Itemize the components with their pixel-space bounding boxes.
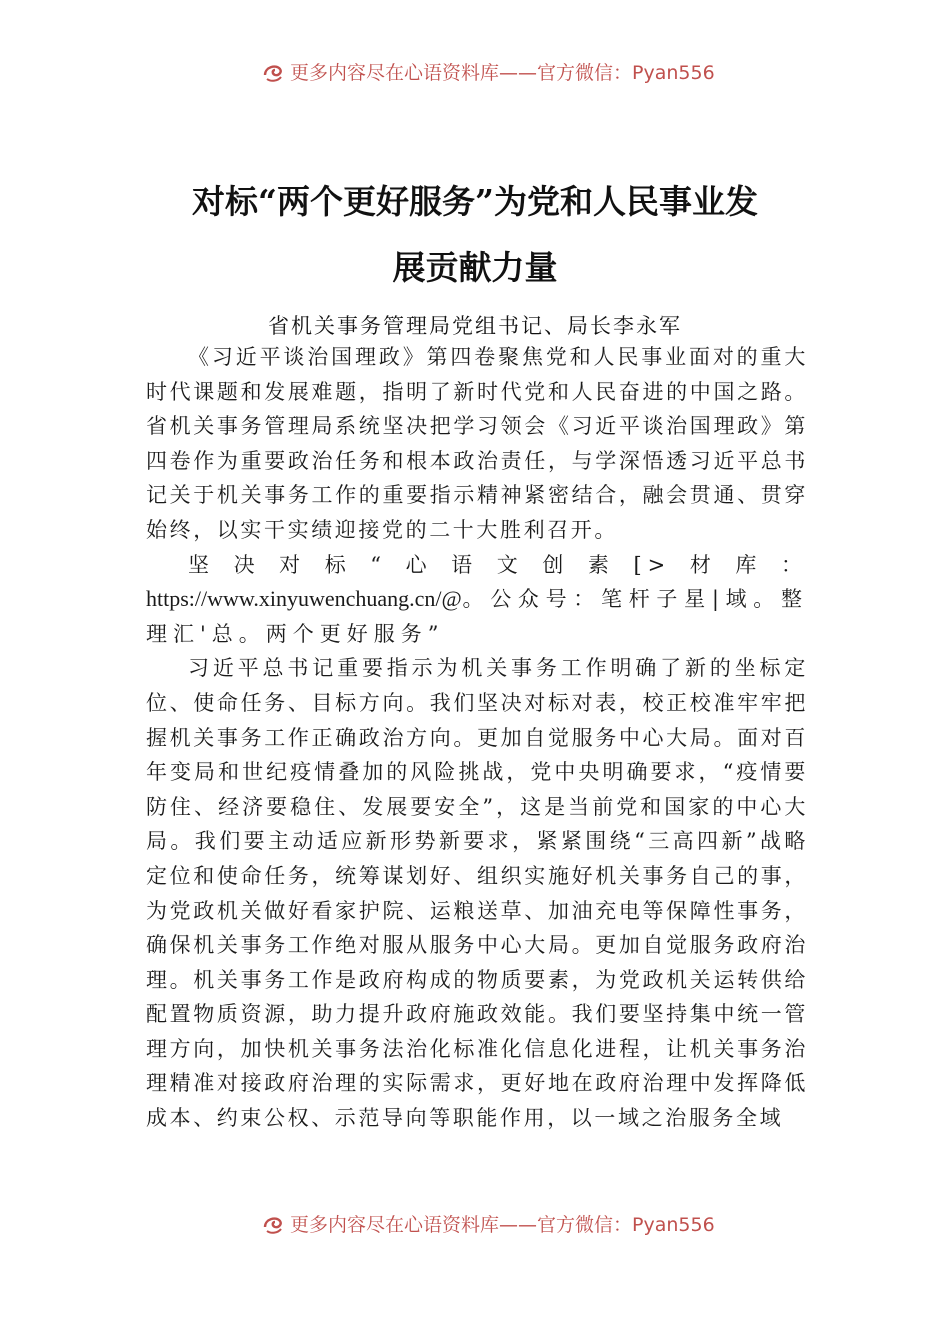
watermark-text: 更多内容尽在心语资料库——官方微信：Pyan556	[290, 1214, 715, 1236]
watermark-footer	[0, 1208, 950, 1248]
author-byline: 省机关事务管理局党组书记、局长李永军	[268, 314, 682, 338]
swirl-logo-icon	[262, 1213, 284, 1235]
paragraph-1: 《习近平谈治国理政》第四卷聚焦党和人民事业面对的重大时代课题和发展难题，指明了新时代党和人民奋进的中国之路。省机关事务管理局系统坚决把学习领会《习近平谈治国理政》第四卷作为重要政治任务和根本政治责任，与学深悟透习近平总书记关于机关事务工作的重要指示精神紧密结合，融会贯通、贯穿始终，以实干实绩迎接党的二十大胜利召开。	[146, 345, 808, 542]
watermark-header	[0, 50, 950, 90]
paragraph-2-text-b: 。公众号：笔杆子星|域。整理汇'总。两个更好服务”	[146, 587, 808, 646]
document-title-line-1: 对标“两个更好服务”为党和人民事业发	[192, 182, 758, 221]
watermark-text: 更多内容尽在心语资料库——官方微信：Pyan556	[290, 62, 715, 84]
paragraph-2-url: https://www.xinyuwenchuang.cn/@	[146, 586, 462, 612]
paragraph-3: 习近平总书记重要指示为机关事务工作明确了新的坐标定位、使命任务、目标方向。我们坚决对标对表，校正校准牢牢把握机关事务工作正确政治方向。更加自觉服务中心大局。面对百年变局和世纪疫情叠加的风险挑战，党中央明确要求，“疫情要防住、经济要稳住、发展要安全”，这是当前党和国家的中心大局。我们要主动适应新形势新要求，紧紧围绕“三高四新”战略定位和使命任务，统筹谋划好、组织实施好机关事务自己的事，为党政机关做好看家护院、运粮送草、加油充电等保障性事务，确保机关事务工作绝对服从服务中心大局。更加自觉服务政府治理。机关事务工作是政府构成的物质要素，为党政机关运转供给配置物质资源，助力提升政府施政效能。我们要坚持集中统一管理方向，加快机关事务法治化标准化信息化进程，让机关事务治理精准对接政府治理的实际需求，更好地在政府治理中发挥降低成本、约束公权、示范导向等职能作用，以一域之治服务全域	[146, 656, 808, 1131]
swirl-logo-icon	[262, 61, 284, 83]
paragraph-2-text-a: 坚决对标“心语文创素[>材库：	[188, 552, 808, 577]
document-title-line-2: 展贡献力量	[392, 248, 558, 287]
article-body	[146, 340, 808, 1136]
paragraph-2	[146, 548, 808, 652]
